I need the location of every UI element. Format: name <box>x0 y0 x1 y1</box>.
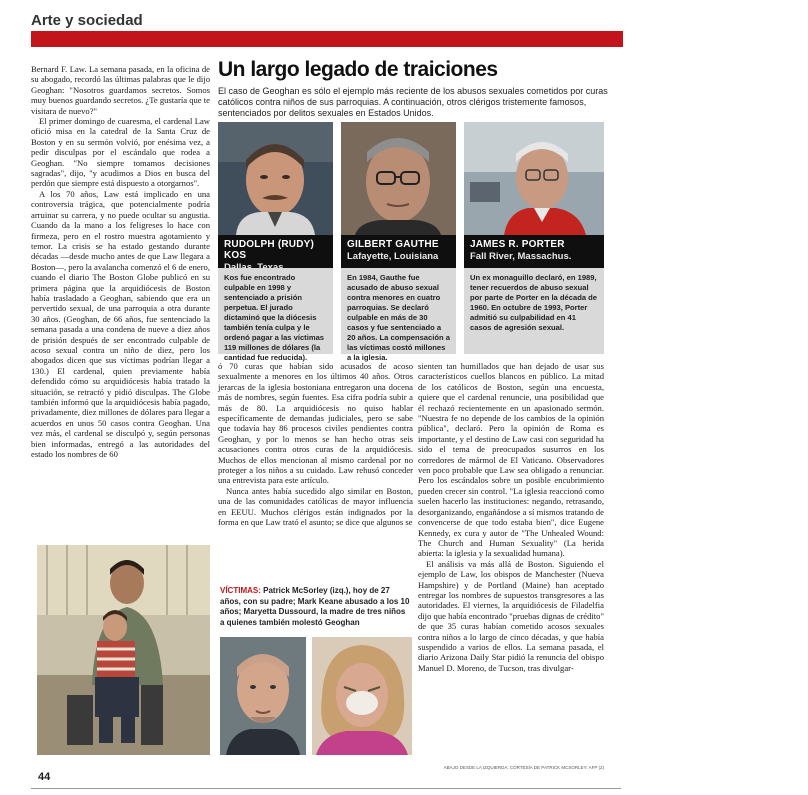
article-paragraph: El primer domingo de cuaresma, el cardenal Law ofició misa en la catedral de la Santa Cruz de Boston y en su sermón volvió, por enésima vez, a pedir disculpas por el escándalo que rodea a Geoghan. "No siempre tomamos decisiones sagradas", dijo, "y acudimos a Dios en busca del perdón que siempre está dispuesto a otorgarnos". <box>31 116 210 189</box>
article-paragraph: El análisis va más allá de Boston. Siguiendo el ejemplo de Law, los obispos de Manchester (Nueva Hampshire) y de Portland (Maine) han aceptado entregar los nombres de supuestos transgresores a las autoridades. El viernes, la arquidiócesis de Filadelfia dijo que había encontrado "pruebas dignas de crédito" de que 35 curas habían cometido acosos sexuales contra niños a lo largo de cinco décadas, y que había suspendido a varios de ellos. La semana pasada, el diario Arizona Daily Star pidió la renuncia del obispo Manuel D. Moreno, de Tucson, tras divulgar- <box>418 558 604 673</box>
family-photo <box>37 545 210 755</box>
profile-name-bar <box>218 235 333 268</box>
article-paragraph: Nunca antes había sucedido algo similar en Boston, una de las comunidades católicas de mayor influencia en EEUU. Muchos clérigos están indignados por la forma en que Law trató el asunto; se dice que algunos se <box>218 485 413 528</box>
profile-name-bar <box>341 235 456 268</box>
victims-text: Patrick McSorley (izq.), hoy de 27 años, con su padre; Mark Keane abusado a los 10 años; Maryetta Dussourd, la madre de tres niños a quienes también molestó Geoghan <box>220 586 410 627</box>
sidebar-headline: Un largo legado de traiciones <box>218 58 498 81</box>
victim-photo-keane <box>220 637 306 755</box>
photo-credit-footer: ABAJO DESDE LA IZQUIERDA: CORTESÍA DE PATRICK MCSORLEY; AFP (2) <box>443 765 604 770</box>
victims-caption <box>220 586 410 628</box>
profile-name-bar <box>464 235 604 268</box>
profile-location: Fall River, Massachus. <box>470 251 572 262</box>
article-paragraph: Bernard F. Law. La semana pasada, en la oficina de su abogado, recordó las últimas palabras que le dijo Geoghan: "Nosotros guardamos secretos. Somos muy buenos guardando secretos. ¿Te gustaría que te visitara de nuevo?" <box>31 64 210 116</box>
profile-caption: Un ex monaguillo declaró, en 1989, tener recuerdos de abuso sexual por parte de Porter en la década de 1960. En octubre de 1993, Porter admitió su culpabilidad en 41 casos de agresión sexual. <box>464 268 604 354</box>
victim-photo-keane-image <box>220 637 306 755</box>
article-paragraph: sienten tan humillados que han dejado de usar sus característicos cuellos blancos en público. La mitad de los católicos de Boston, según una encuesta, quiere que el cardenal renuncie, una posibilidad que él rechazó recientemente en un apasionado sermón. "Nuestra fe no depende de los cambios de la opinión pública", declaró. Pero la opinión de Roma es importante, y el destino de Law casi con seguridad ha sido el tema de preocupados susurros en los corredores de mármol de El Vaticano. Observadores ven poco probable que Law sea obligado a renunciar. Pero los escándalos sobre un posible encubrimiento pueden crecer sin control. "La iglesia reaccionó como suelen hacerlo las instituciones: negando, retrasando, desorganizando, engañándose a sí mismos tratando de convencerse de que todo estaba bien", dice Eugene Kennedy, ex cura y autor de "The Unhealed Wound: The Church and Human Sexuality" (La herida abierta: la iglesia y la sexualidad humana). <box>418 361 604 559</box>
profile-name: RUDOLPH (RUDY) KOS <box>224 239 315 261</box>
bottom-rule <box>31 788 621 789</box>
portrait-kos <box>218 122 333 235</box>
victim-photo-dussourd-image <box>312 637 412 755</box>
article-column-2 <box>218 361 413 586</box>
profile-caption: En 1984, Gauthe fue acusado de abuso sexual contra menores en cuatro parroquias. Se declaró culpable en más de 30 casos y fue sentenciado a 20 años. La compensación a las víctimas costó millones a la iglesia. <box>341 268 456 354</box>
section-title: Arte y sociedad <box>31 12 143 29</box>
photo-credit: ASSOCIATED PRESS <box>798 296 808 322</box>
sidebar-intro: El caso de Geoghan es sólo el ejemplo más reciente de los abusos sexuales cometidos por curas católicos contra niños de sus parroquias. A continuación, otros clérigos tristemente famosos, sentenciados por delitos sexuales en Estados Unidos. <box>218 86 608 118</box>
portrait-gauthe-image <box>341 122 456 235</box>
victims-label: VÍCTIMAS: <box>220 586 261 595</box>
article-column-3 <box>418 361 604 781</box>
article-paragraph: A los 70 años, Law está implicado en una controversia trágica, que potencialmente podría arruinar su carrera, y no puede ocultar su angustia. Cuando da la mano a los feligreses lo hace con firmeza, pero en el rostro muestra agotamiento y temor. La crisis se ha estado gestando durante décadas —desde mucho antes de que Law llegara a Boston—, pero la avalancha comenzó el 6 de enero, cuando el diario The Boston Globe publicó en su primera página que la arquidiócesis de Boston había trasladado a Geoghan, sabiendo que era un pervertido sexual, de una parroquia a otra durante 30 años. (Geoghan, de 66 años, fue sentenciado la semana pasada a una condena de nueve a diez años de prisión después de ser encontrado culpable de acoso sexual contra un niño de diez, pero los abogados dicen que sus víctimas podrían llegar a 130.) El cardenal, quien previamente había defendido cómo su arquidiócesis había tratado la situación, se retractó y pidió disculpas. The Globe también informó que la arquidiócesis había pagado, privadamente, diez millones de dólares para llegar a acuerdos en unos 50 casos contra Geoghan. Una vez más, el cardenal se disculpó y, según personas bien informadas, entregó a las autoridades del estado los nombres de 60 <box>31 188 210 460</box>
profile-name: GILBERT GAUTHE <box>347 239 439 250</box>
profile-caption: Kos fue encontrado culpable en 1998 y sentenciado a prisión perpetua. El jurado dictaminó que la diócesis también tenía culpa y le ordenó pagar a las víctimas 119 millones de dólares (la cantidad fue reducida). <box>218 268 333 354</box>
article-paragraph: ó 70 curas que habían sido acusados de acoso sexualmente a menores en los últimos 40 años. Otros jerarcas de la iglesia bostoniana entregaron una docena más de nombres, según fuentes. Esa cifra podría subir a más de 80. La arquidiócesis no quiso hablar específicamente de demandas judiciales, pero se sabe que todavía hay 86 procesos civiles pendientes contra Geoghan, y por lo menos se han hecho otras seis acusaciones contra otros curas de la arquidiócesis. Muchos de ellos mencionan al mismo cardenal por no proteger a los niños a su cuidado. Law rehusó conceder una entrevista para este artículo. <box>218 361 413 486</box>
section-rule <box>31 31 623 47</box>
portrait-kos-image <box>218 122 333 235</box>
family-photo-image <box>37 545 210 755</box>
profile-location: Lafayette, Louisiana <box>347 251 439 262</box>
profile-name: JAMES R. PORTER <box>470 239 565 250</box>
page-number: 44 <box>38 771 51 783</box>
portrait-porter <box>464 122 604 235</box>
portrait-porter-image <box>464 122 604 235</box>
victim-photo-dussourd <box>312 637 412 755</box>
article-column-1 <box>31 64 210 542</box>
